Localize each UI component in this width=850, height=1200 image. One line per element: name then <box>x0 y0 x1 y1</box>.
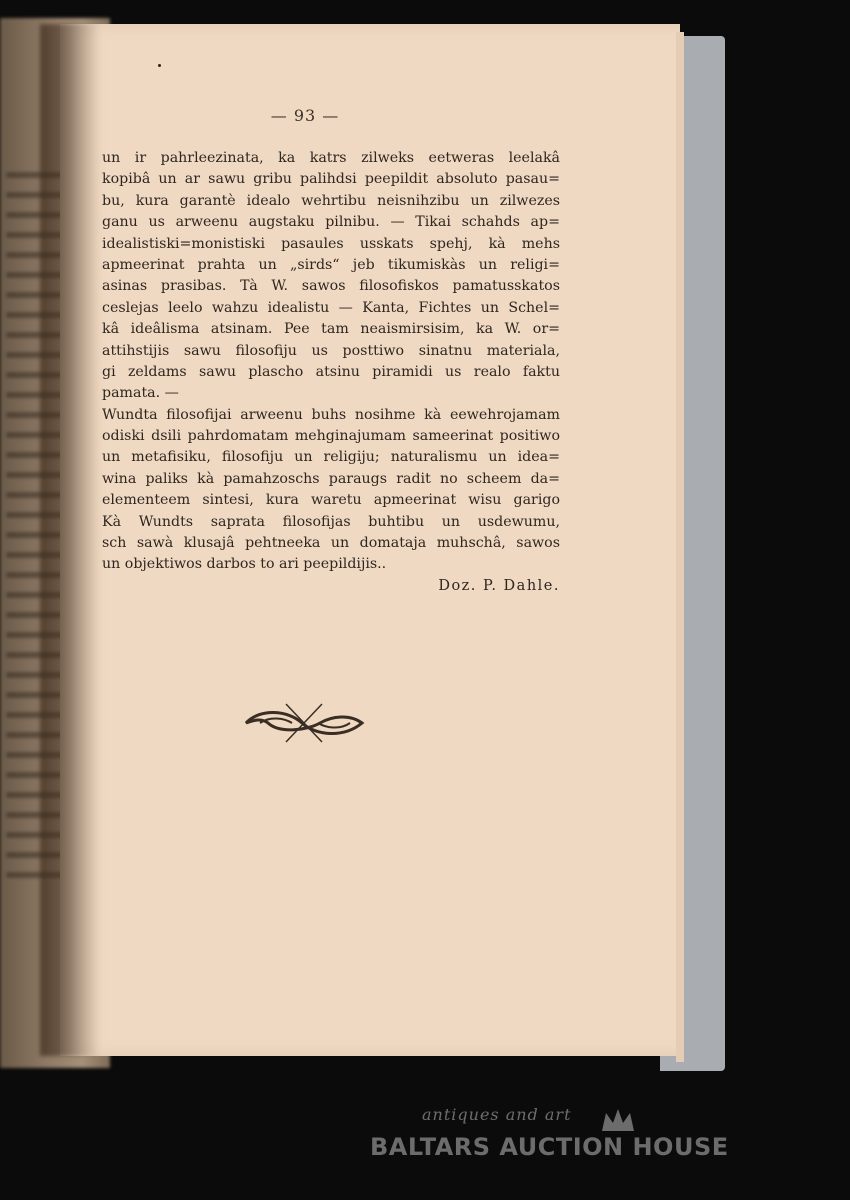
text-line: Kà Wundts saprata filosofijas buhtibu un usdewumu, <box>102 513 560 530</box>
author-signature: Doz. P. Dahle. <box>438 578 560 594</box>
watermark-tagline: antiques and art <box>422 1105 572 1124</box>
watermark-brand: BALTARS AUCTION HOUSE <box>370 1133 729 1161</box>
scroll-ornament-icon <box>240 700 370 746</box>
text-line: Wundta filosofijai arweenu buhs nosihme kà eewehrojamam <box>102 406 560 423</box>
text-line: pamata. — <box>102 385 179 402</box>
text-line: wina paliks kà pamahzoschs paraugs radit no scheem da= <box>102 470 560 487</box>
text-line: attihstijis sawu filosofiju us posttiwo sinatnu materiala, <box>102 342 560 359</box>
text-line: un metafisiku, filosofiju un religiju; naturalismu un idea= <box>102 449 560 466</box>
text-line: ceslejas leelo wahzu idealistu — Kanta, Fichtes un Schel= <box>102 299 560 316</box>
text-line: un ir pahrleezinata, ka katrs zilweks eetweras leelakâ <box>102 150 560 166</box>
text-line: ganu us arweenu augstaku pilnibu. — Tikai schahds ap= <box>102 214 560 231</box>
body-text <box>102 148 560 576</box>
text-line: odiski dsili pahrdomatam mehginajumam sameerinat positiwo <box>102 428 560 445</box>
text-line: asinas prasibas. Tà W. sawos filosofiskos pamatusskatos <box>102 278 560 295</box>
spine-shadow <box>40 24 100 1056</box>
page-edge <box>676 32 684 1062</box>
text-line: idealistiski=monistiski pasaules usskats spehj, kà mehs <box>102 235 560 252</box>
text-line: apmeerinat prahta un „sirds“ jeb tikumiskàs un religi= <box>102 256 560 273</box>
text-line: kopibâ un ar sawu gribu palihdsi peepildit absoluto pasau= <box>102 171 560 188</box>
text-line: bu, kura garantè idealo wehrtibu neisnihzibu un zilwezes <box>102 192 560 209</box>
text-line: sch sawà klusajâ pehtneeka un domataja muhschâ, sawos <box>102 535 560 552</box>
text-line: gi zeldams sawu plascho atsinu piramidi us realo faktu <box>102 363 560 380</box>
text-line: un objektiwos darbos to ari peepildijis.. <box>102 556 387 573</box>
ink-dot <box>158 64 161 67</box>
crown-icon <box>598 1105 638 1135</box>
auction-watermark <box>370 1105 770 1175</box>
page-number: — 93 — <box>270 106 340 125</box>
text-line: elementeem sintesi, kura waretu apmeerinat wisu garigo <box>102 492 560 509</box>
text-line: kâ ideâlisma atsinam. Pee tam neaismirsisim, ka W. or= <box>102 321 560 338</box>
